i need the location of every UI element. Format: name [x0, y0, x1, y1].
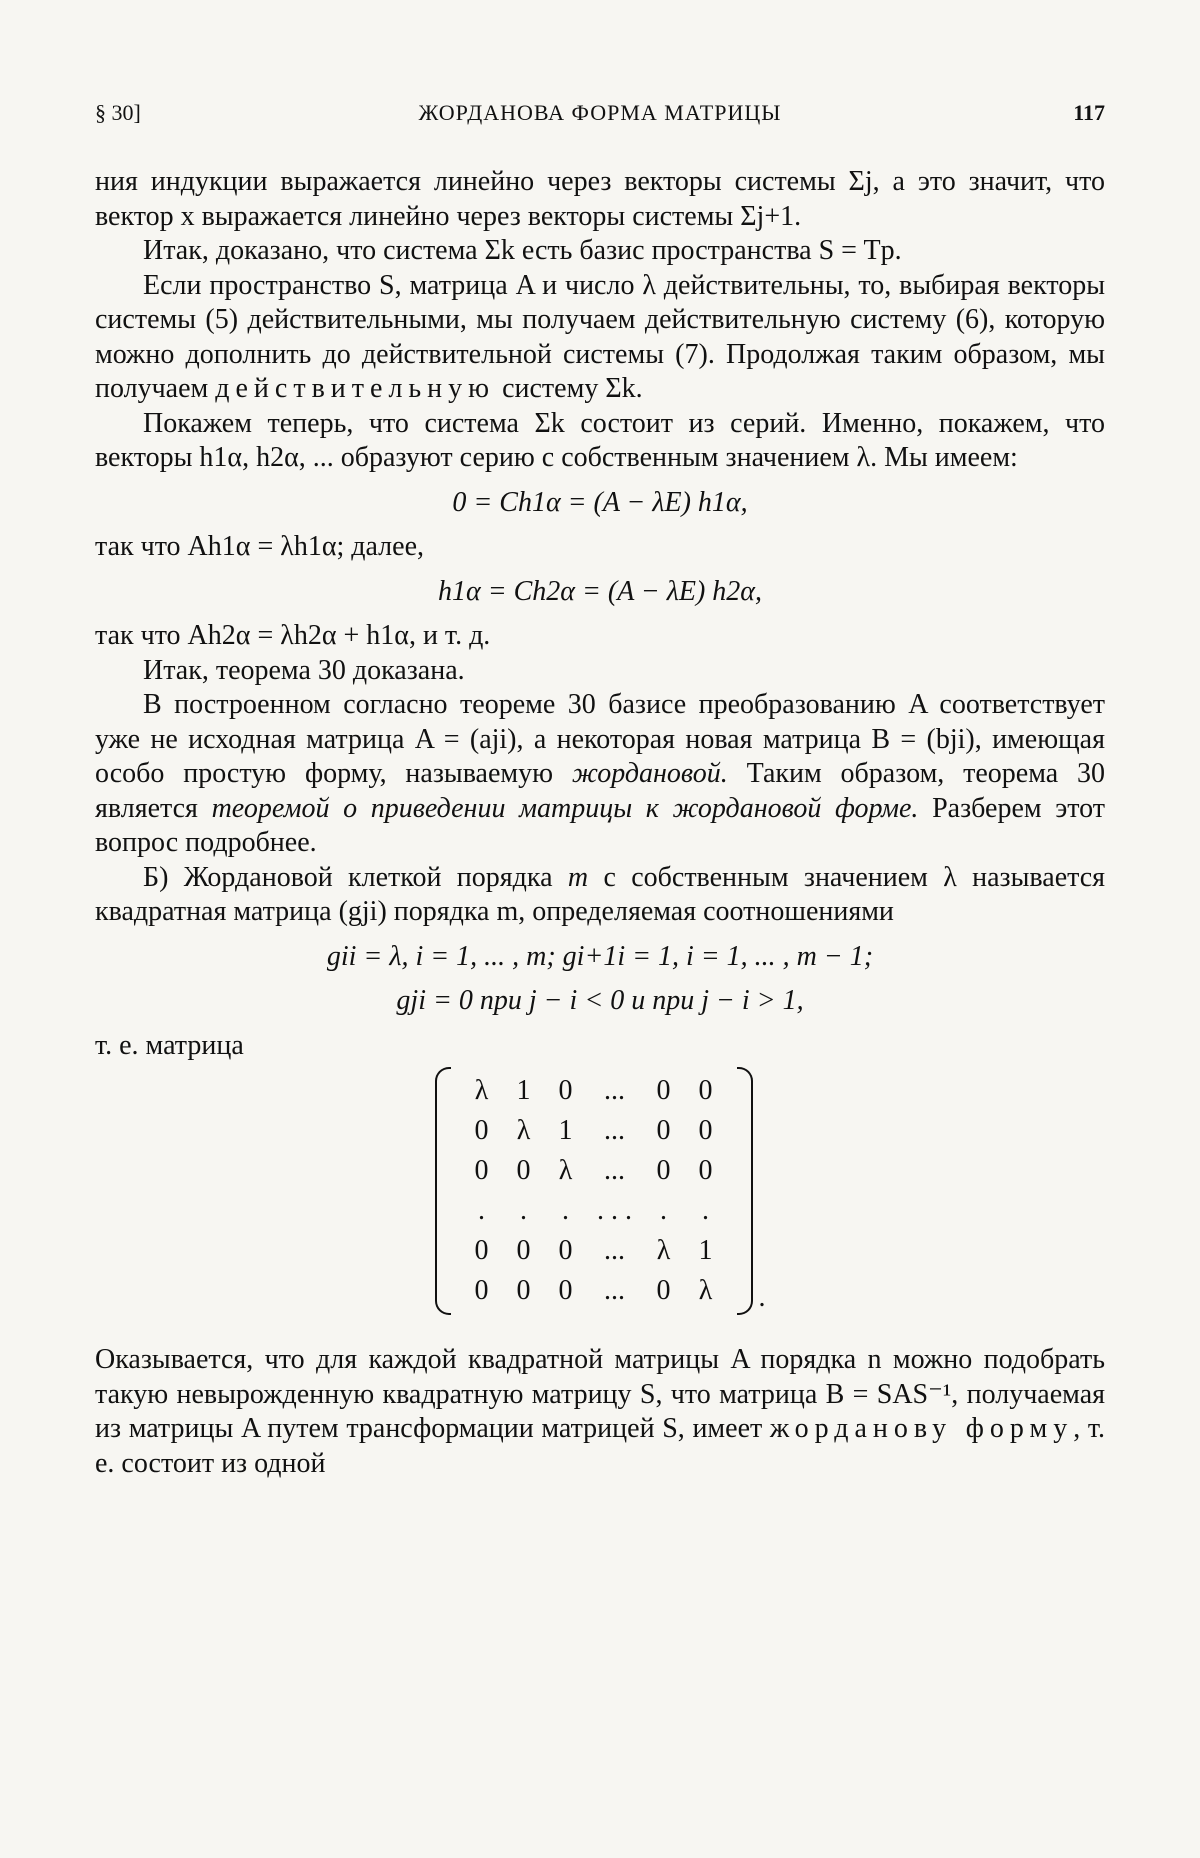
matrix-cell: 0: [656, 1154, 671, 1186]
equation-3: gii = λ, i = 1, ... , m; gi+1i = 1, i = 1, ... , m − 1;: [326, 940, 874, 972]
matrix-cell: 0: [656, 1074, 671, 1106]
matrix-row: [461, 1271, 727, 1311]
section-number: § 30]: [95, 100, 141, 125]
matrix-cell: .: [562, 1194, 569, 1226]
matrix-row: [461, 1151, 727, 1191]
matrix-cell: 0: [516, 1234, 531, 1266]
left-paren: [435, 1067, 451, 1315]
matrix-cell: ...: [604, 1234, 625, 1266]
matrix-cell: 1: [698, 1234, 713, 1266]
paragraph-1: ния индукции выражается линейно через векторы системы Σj, а это значит, что вектор x выражается линейно через векторы системы Σj+1.: [95, 166, 1105, 232]
page-body: [95, 165, 1105, 1481]
matrix-cell: 0: [698, 1154, 713, 1186]
matrix-row: [461, 1111, 727, 1151]
matrix-cell: ...: [604, 1114, 625, 1146]
jordan-matrix: [95, 1067, 1105, 1315]
paragraph-11-spaced-word: жорданову форму: [769, 1413, 1074, 1444]
matrix-cell: 0: [516, 1154, 531, 1186]
equation-2: h1α = Ch2α = (A − λE) h2α,: [438, 575, 762, 607]
matrix-cell: 0: [516, 1274, 531, 1306]
matrix-cell: 0: [558, 1074, 573, 1106]
paragraph-9-text: Б) Жордановой клеткой порядка: [143, 861, 553, 893]
matrix-cell: .: [478, 1194, 485, 1226]
theorem-name: теоремой о приведении матрицы к жордановой форме.: [211, 792, 919, 824]
paragraph-8-text: В построенном согласно теореме 30 базисе преобразованию A соответствует уже не исходная матрица A = (aji), а некоторая новая матрица B = (bji), имеющая особо простую форму, называемую: [95, 689, 1105, 789]
equation-1: 0 = Ch1α = (A − λE) h1α,: [452, 486, 748, 518]
matrix-period: .: [758, 1281, 766, 1313]
matrix-cell: λ: [474, 1074, 489, 1106]
matrix-cell: 0: [474, 1234, 489, 1266]
paragraph-8: [95, 688, 1105, 861]
matrix-cell: .: [520, 1194, 527, 1226]
matrix-cell: 0: [698, 1074, 713, 1106]
matrix-cell: ...: [604, 1274, 625, 1306]
page-number: 117: [1073, 100, 1105, 125]
matrix-row: [461, 1231, 727, 1271]
matrix-cell: 0: [558, 1234, 573, 1266]
matrix-cell: 1: [516, 1074, 531, 1106]
paragraph-2: Итак, доказано, что система Σk есть базис пространства S = Tp.: [143, 235, 902, 266]
matrix-cell: λ: [656, 1234, 671, 1266]
paragraph-4: Покажем теперь, что система Σk состоит из серий. Именно, покажем, что векторы h1α, h2α, ... образуют серию с собственным значением λ. Мы имеем:: [95, 407, 1105, 473]
paragraph-3-end: систему Σk.: [502, 373, 643, 404]
running-title: ЖОРДАНОВА ФОРМА МАТРИЦЫ: [418, 100, 782, 125]
matrix-cell: λ: [698, 1274, 713, 1306]
paragraph-11-text: Оказывается, что для каждой квадратной матрицы A порядка n можно подобрать такую невырожденную квадратную матрицу S, что матрица B = SAS⁻¹, получаемая из матрицы A путем трансформации матрицей S, имеет: [95, 1344, 1105, 1444]
paragraph-3-text: Если пространство S, матрица A и число λ действительны, то, выбирая векторы системы (5) действительными, мы получаем действительную систему (6), которую можно дополнить до действительной системы (7). Продолжая таким образом, мы получаем: [95, 269, 1105, 404]
matrix-cell: .: [702, 1194, 709, 1226]
matrix-row: [461, 1071, 727, 1111]
matrix-cell: 0: [656, 1114, 671, 1146]
paragraph-10: т. е. матрица: [95, 1029, 244, 1061]
matrix-cell: . . .: [597, 1194, 632, 1226]
matrix-cell: 0: [698, 1114, 713, 1146]
matrix-cell: 1: [558, 1114, 573, 1146]
matrix-cell: 0: [656, 1274, 671, 1306]
paragraph-9-end: с собственным значением λ называется квадратная матрица (gji) порядка m, определяемая соотношениями: [95, 861, 1106, 927]
paragraph-6: так что Ah2α = λh2α + h1α, и т. д.: [95, 620, 491, 651]
equation-4: gji = 0 при j − i < 0 и при j − i > 1,: [396, 985, 804, 1016]
paragraph-9: [95, 861, 1105, 930]
paragraph-11: [95, 1343, 1105, 1481]
page-header: [95, 100, 1105, 140]
term-jordan: жордановой.: [571, 758, 728, 789]
paragraph-5: так что Ah1α = λh1α; далее,: [95, 531, 425, 562]
right-paren: [737, 1067, 753, 1315]
matrix-cell: 0: [558, 1274, 573, 1306]
paragraph-7: Итак, теорема 30 доказана.: [143, 654, 465, 686]
matrix-body: [451, 1067, 737, 1315]
matrix-cell: .: [660, 1194, 667, 1226]
matrix-cell: 0: [474, 1154, 489, 1186]
paragraph-3: [95, 269, 1105, 407]
paragraph-3-spaced-word: действительную: [215, 373, 496, 404]
matrix-cell: λ: [516, 1114, 531, 1146]
matrix-row: [461, 1191, 727, 1231]
matrix-cell: ...: [604, 1074, 625, 1106]
paragraph-8-end: Разберем этот вопрос подробнее.: [95, 792, 1106, 858]
paragraph-11-end: , т. е. состоит из одной: [95, 1413, 1106, 1479]
matrix-cell: 0: [474, 1274, 489, 1306]
paragraph-8-mid: Таким образом, теорема 30 является: [95, 758, 1106, 824]
matrix-cell: ...: [604, 1154, 625, 1186]
matrix-cell: λ: [558, 1154, 573, 1186]
matrix-cell: 0: [474, 1114, 489, 1146]
paragraph-9-var: m: [567, 861, 589, 893]
